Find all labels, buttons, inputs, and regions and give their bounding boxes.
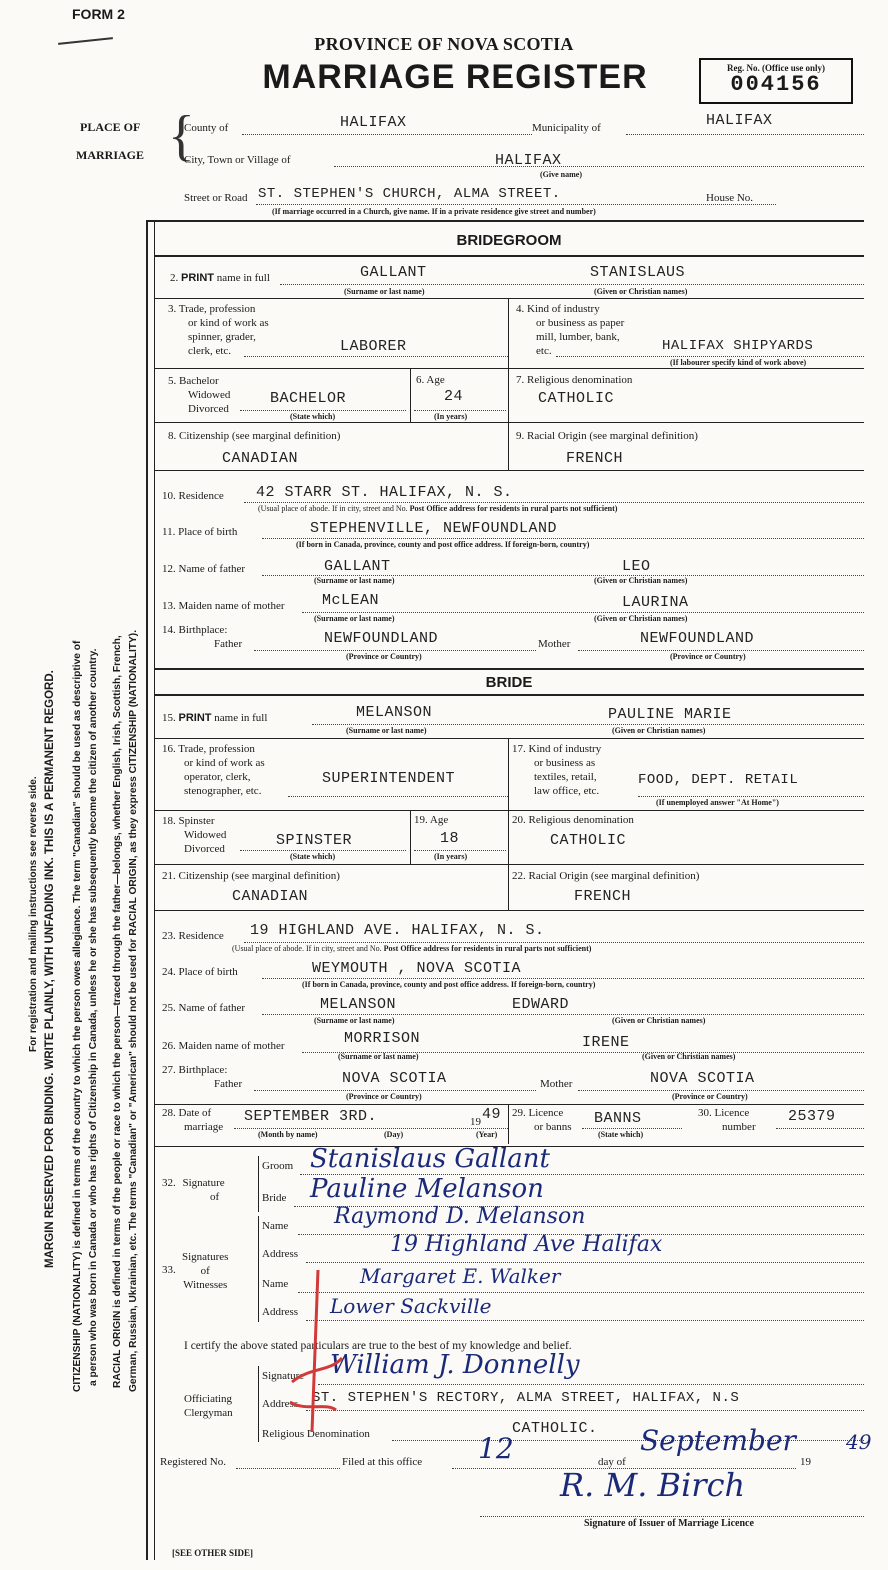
groom-father-surname: GALLANT (324, 558, 391, 575)
groom-signature: Stanislaus Gallant (310, 1144, 550, 1174)
place-label-1: PLACE OF (80, 120, 141, 134)
bride-father-surname: MELANSON (320, 996, 397, 1013)
reg-number-box (699, 58, 853, 104)
bride-surname: MELANSON (356, 704, 433, 721)
groom-residence: 42 STARR ST. HALIFAX, N. S. (256, 484, 513, 501)
groom-father-birthplace: NEWFOUNDLAND (324, 630, 439, 647)
city-label: City, Town or Village of (184, 154, 291, 166)
street-value: ST. STEPHEN'S CHURCH, ALMA STREET. (258, 186, 561, 202)
margin-line-2: MARGIN RESERVED FOR BINDING. WRITE PLAINLY, WITH UNFADING INK. THIS IS A PERMANENT REGORD. (44, 670, 56, 1268)
municipality-label: Municipality of (532, 122, 601, 134)
bride-given: PAULINE MARIE (608, 706, 732, 723)
page-title: MARRIAGE REGISTER (262, 58, 648, 96)
street-note: (If marriage occurred in a Church, give name. If in a private residence give street and number) (272, 207, 596, 216)
groom-industry: HALIFAX SHIPYARDS (662, 338, 814, 354)
margin-line-6: German, Russian, Ukrainian, etc. The terms "Canadian" or "American" should not be used for RACIAL ORIGIN, as they express CITIZENSHIP (NATIONALITY). (128, 629, 139, 1392)
bride-signature: Pauline Melanson (310, 1174, 544, 1204)
clergyman-address: ST. STEPHEN'S RECTORY, ALMA STREET, HALIFAX, N.S (312, 1390, 740, 1406)
bride-citizenship: CANADIAN (232, 888, 309, 905)
witness-1-address: 19 Highland Ave Halifax (390, 1232, 663, 1257)
clergyman-signature: William J. Donnelly (330, 1350, 580, 1380)
filed-day: 12 (478, 1432, 514, 1465)
county-value: HALIFAX (340, 114, 407, 131)
reg-number-label: Reg. No. (Office use only) (727, 63, 825, 73)
filed-year: 49 (846, 1430, 872, 1454)
bride-trade: SUPERINTENDENT (322, 770, 456, 787)
margin-line-1: For registration and mailing instructions see reverse side. (28, 776, 39, 1052)
red-pencil-mark (270, 1262, 360, 1442)
groom-surname: GALLANT (360, 264, 427, 281)
margin-line-5: RACIAL ORIGIN is defined in terms of the people or race to which the person—traced through the father—belongs, whether English, Irish, Scottish, French, (112, 635, 123, 1388)
groom-given: STANISLAUS (590, 264, 686, 281)
witness-2-address: Lower Sackville (330, 1294, 492, 1318)
groom-mother-surname: McLEAN (322, 592, 380, 609)
groom-name-label: 2. PRINT name in full (170, 272, 270, 284)
groom-racial: FRENCH (566, 450, 624, 467)
issuer-signature: R. M. Birch (560, 1466, 746, 1504)
filed-month: September (640, 1424, 796, 1457)
groom-father-given: LEO (622, 558, 651, 575)
margin-line-3: CITIZENSHIP (NATIONALITY) is defined in terms of the country to which the person owes allegiance. The term "Canadian" should be used as descriptive of (72, 640, 83, 1392)
street-label: Street or Road (184, 192, 248, 204)
groom-trade: LABORER (340, 338, 407, 355)
bride-mother-surname: MORRISON (344, 1030, 421, 1047)
reg-number: 004156 (730, 72, 822, 97)
marriage-date: SEPTEMBER 3RD. (244, 1108, 378, 1125)
bride-title: BRIDE (485, 674, 533, 691)
groom-mother-birthplace: NEWFOUNDLAND (640, 630, 755, 647)
groom-mother-given: LAURINA (622, 594, 689, 611)
see-other-side: [SEE OTHER SIDE] (172, 1548, 254, 1558)
groom-status: BACHELOR (270, 390, 347, 407)
bride-name-label: 15. PRINT name in full (162, 712, 268, 724)
certify-statement: I certify the above stated particulars are true to the best of my knowledge and belief. (184, 1340, 572, 1352)
clergyman-religion: CATHOLIC. (512, 1420, 598, 1437)
issuer-caption: Signature of Issuer of Marriage Licence (584, 1518, 754, 1529)
bride-birthplace: WEYMOUTH , NOVA SCOTIA (312, 960, 522, 977)
groom-birthplace: STEPHENVILLE, NEWFOUNDLAND (310, 520, 558, 537)
brace: { (168, 105, 195, 167)
bride-father-birthplace: NOVA SCOTIA (342, 1070, 447, 1087)
city-value: HALIFAX (495, 152, 562, 169)
bride-father-given: EDWARD (512, 996, 570, 1013)
bride-residence: 19 HIGHLAND AVE. HALIFAX, N. S. (250, 922, 545, 939)
bride-age: 18 (440, 830, 460, 847)
form-number: FORM 2 (72, 6, 125, 22)
bride-racial: FRENCH (574, 888, 632, 905)
witness-2-name: Margaret E. Walker (360, 1264, 561, 1288)
bride-religion: CATHOLIC (550, 832, 627, 849)
margin-line-4: a person who was born in Canada or who has rights of Citizenship in Canada, unless he or she has subsequently become the citizen of another country. (88, 648, 99, 1386)
licence-number: 25379 (788, 1108, 836, 1125)
bride-mother-birthplace: NOVA SCOTIA (650, 1070, 755, 1087)
municipality-value: HALIFAX (706, 112, 773, 129)
bride-mother-given: IRENE (582, 1034, 630, 1051)
province-title: PROVINCE OF NOVA SCOTIA (314, 34, 574, 54)
groom-age: 24 (444, 388, 464, 405)
bride-industry: FOOD, DEPT. RETAIL (638, 772, 799, 788)
give-name-caption: (Give name) (540, 170, 582, 179)
county-label: County of (184, 122, 229, 134)
groom-citizenship: CANADIAN (222, 450, 299, 467)
marriage-year: 49 (482, 1106, 502, 1123)
house-label: House No. (706, 192, 754, 204)
witness-1-name: Raymond D. Melanson (334, 1204, 586, 1229)
bridegroom-title: BRIDEGROOM (456, 232, 562, 249)
bride-status: SPINSTER (276, 832, 353, 849)
place-label-2: MARRIAGE (76, 148, 144, 162)
groom-religion: CATHOLIC (538, 390, 615, 407)
licence-type: BANNS (594, 1110, 642, 1127)
